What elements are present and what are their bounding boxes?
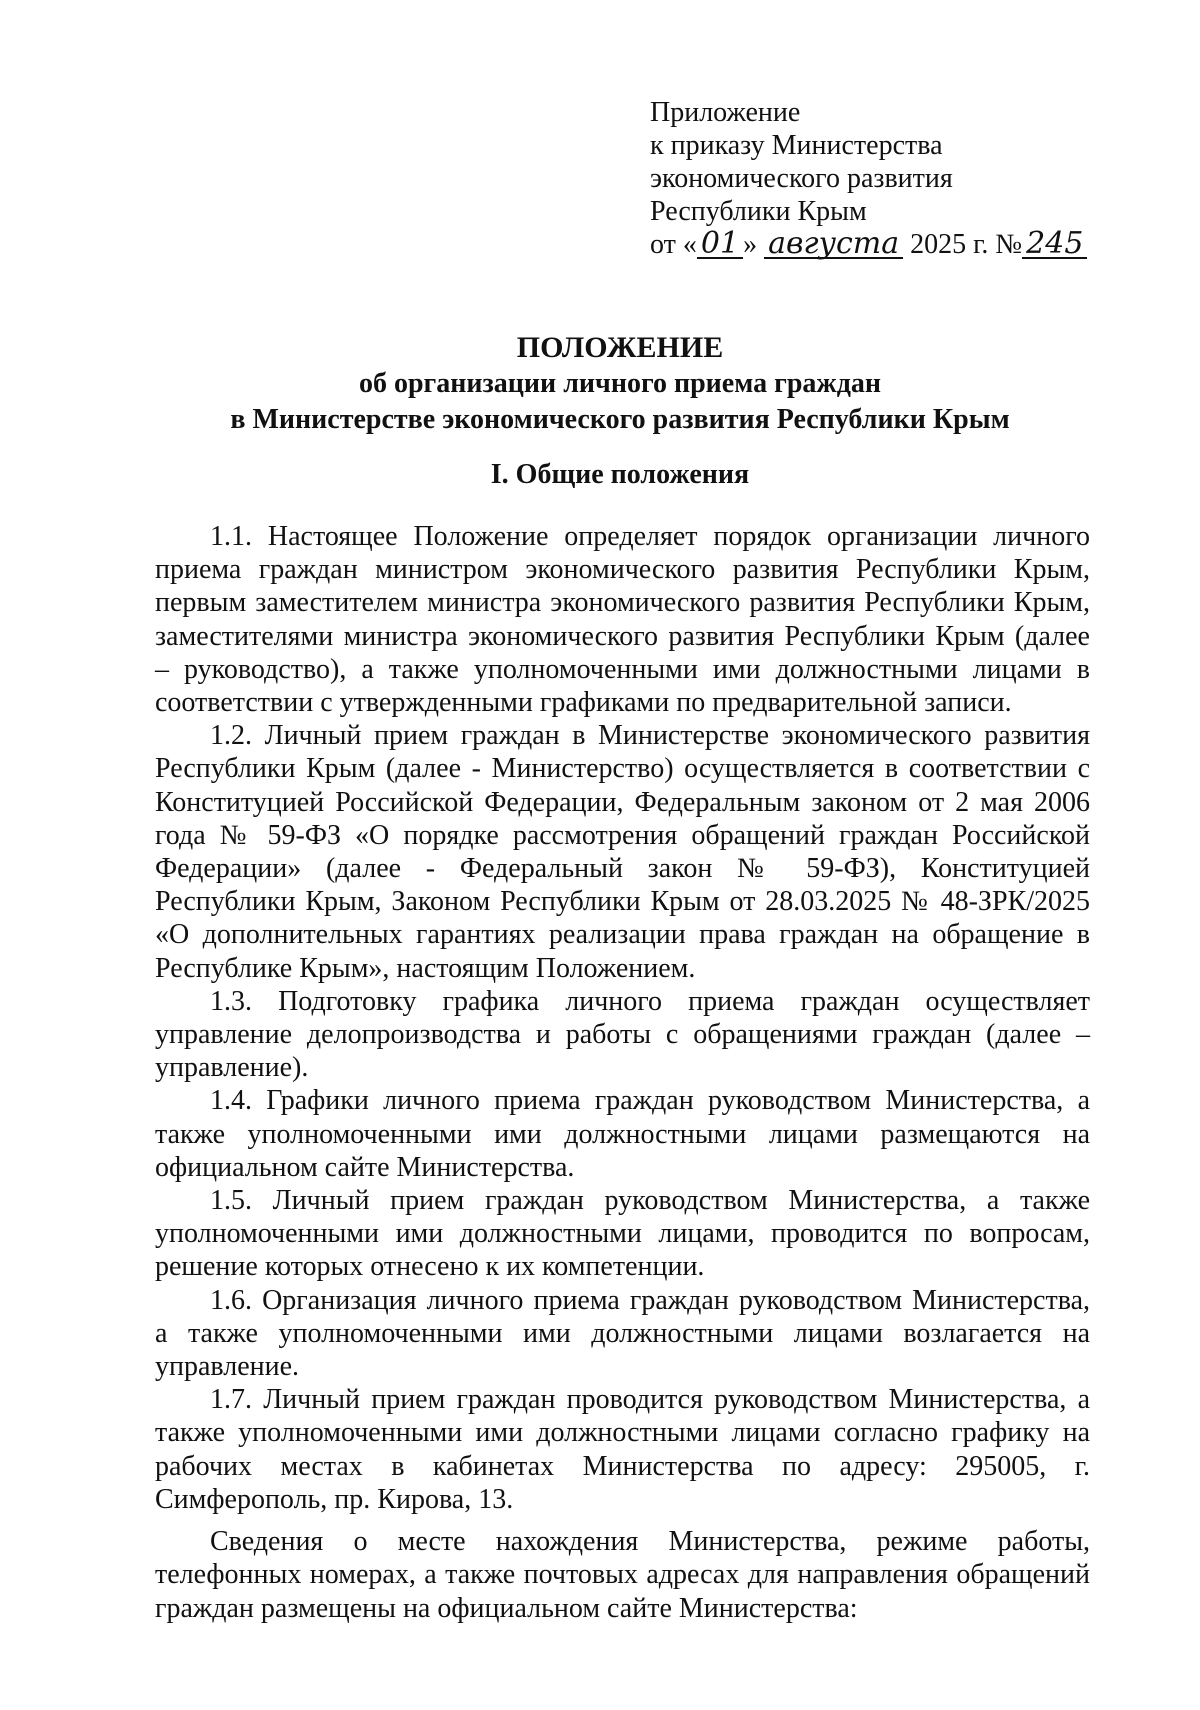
appendix-line-1: Приложение [650, 97, 801, 128]
paragraph-1-3: 1.3. Подготовку графика личного приема граждан осуществляет управление делопроизводства и работы с обращениями граждан (далее – управление). [155, 985, 1090, 1084]
document-title [150, 330, 1090, 438]
date-day: 01 [697, 231, 743, 259]
date-year: 2025 г. № [910, 229, 1023, 260]
paragraph-1-7: 1.7. Личный прием граждан проводится руководством Министерства, а также уполномоченными ими должностными лицами согласно графику на рабочих местах в кабинетах Министерства по адресу: 295005, г. Симферополь, пр. Кирова, 13. [155, 1384, 1090, 1515]
paragraph-1-5: 1.5. Личный прием граждан руководством Министерства, а также уполномоченными ими должностными лицами, проводится по вопросам, решение которых отнесено к их компетенции. [155, 1185, 1090, 1283]
title-subtitle-2: в Министерстве экономического развития Республики Крым [230, 404, 1010, 435]
document-body [155, 520, 1090, 1625]
date-mid: » [743, 229, 758, 260]
appendix-date-line [650, 228, 1087, 261]
paragraph-info: Сведения о месте нахождения Министерства, режиме работы, телефонных номерах, а также почтовых адресах для направления обращений граждан размещены на официальном сайте Министерства: [155, 1526, 1090, 1624]
paragraph-1-2: 1.2. Личный прием граждан в Министерстве экономического развития Республики Крым (далее - Министерство) осуществляется в соответствии с Конституцией Российской Федерации, Федеральным законом от 2 мая 2006 года № 59-ФЗ «О порядке рассмотрения обращений граждан Российской Федерации» (далее - Федеральный закон № 59-ФЗ), Конституцией Республики Крым, Законом Республики Крым от 28.03.2025 № 48-ЗРК/2025 «О дополнительных гарантиях реализации права граждан на обращение в Республике Крым», настоящим Положением. [155, 720, 1090, 984]
appendix-line-2: к приказу Министерства [650, 130, 943, 161]
appendix-line-4: Республики Крым [650, 196, 867, 227]
title-subtitle-1: об организации личного приема граждан [358, 368, 882, 399]
paragraph-1-1: 1.1. Настоящее Положение определяет порядок организации личного приема граждан министром экономического развития Республики Крым, первым заместителем министра экономического развития Республики Крым, заместителями министра экономического развития Республики Крым (далее – руководство), а также уполномоченными ими должностными лицами в соответствии с утвержденными графиками по предварительной записи. [155, 521, 1090, 719]
paragraph-1-6: 1.6. Организация личного приема граждан руководством Министерства, а также уполномоченными ими должностными лицами возлагается на управление. [155, 1284, 1090, 1383]
appendix-block [650, 96, 1087, 261]
date-prefix: от « [650, 229, 697, 260]
paragraph-1-4: 1.4. Графики личного приема граждан руководством Министерства, а также уполномоченными ими должностными лицами размещаются на официальном сайте Министерства. [155, 1085, 1090, 1183]
title-main: ПОЛОЖЕНИЕ [516, 331, 724, 364]
order-number: 245 [1022, 231, 1087, 259]
appendix-line-3: экономического развития [650, 163, 953, 194]
date-month: августа [764, 231, 903, 259]
section-heading: I. Общие положения [490, 459, 750, 490]
